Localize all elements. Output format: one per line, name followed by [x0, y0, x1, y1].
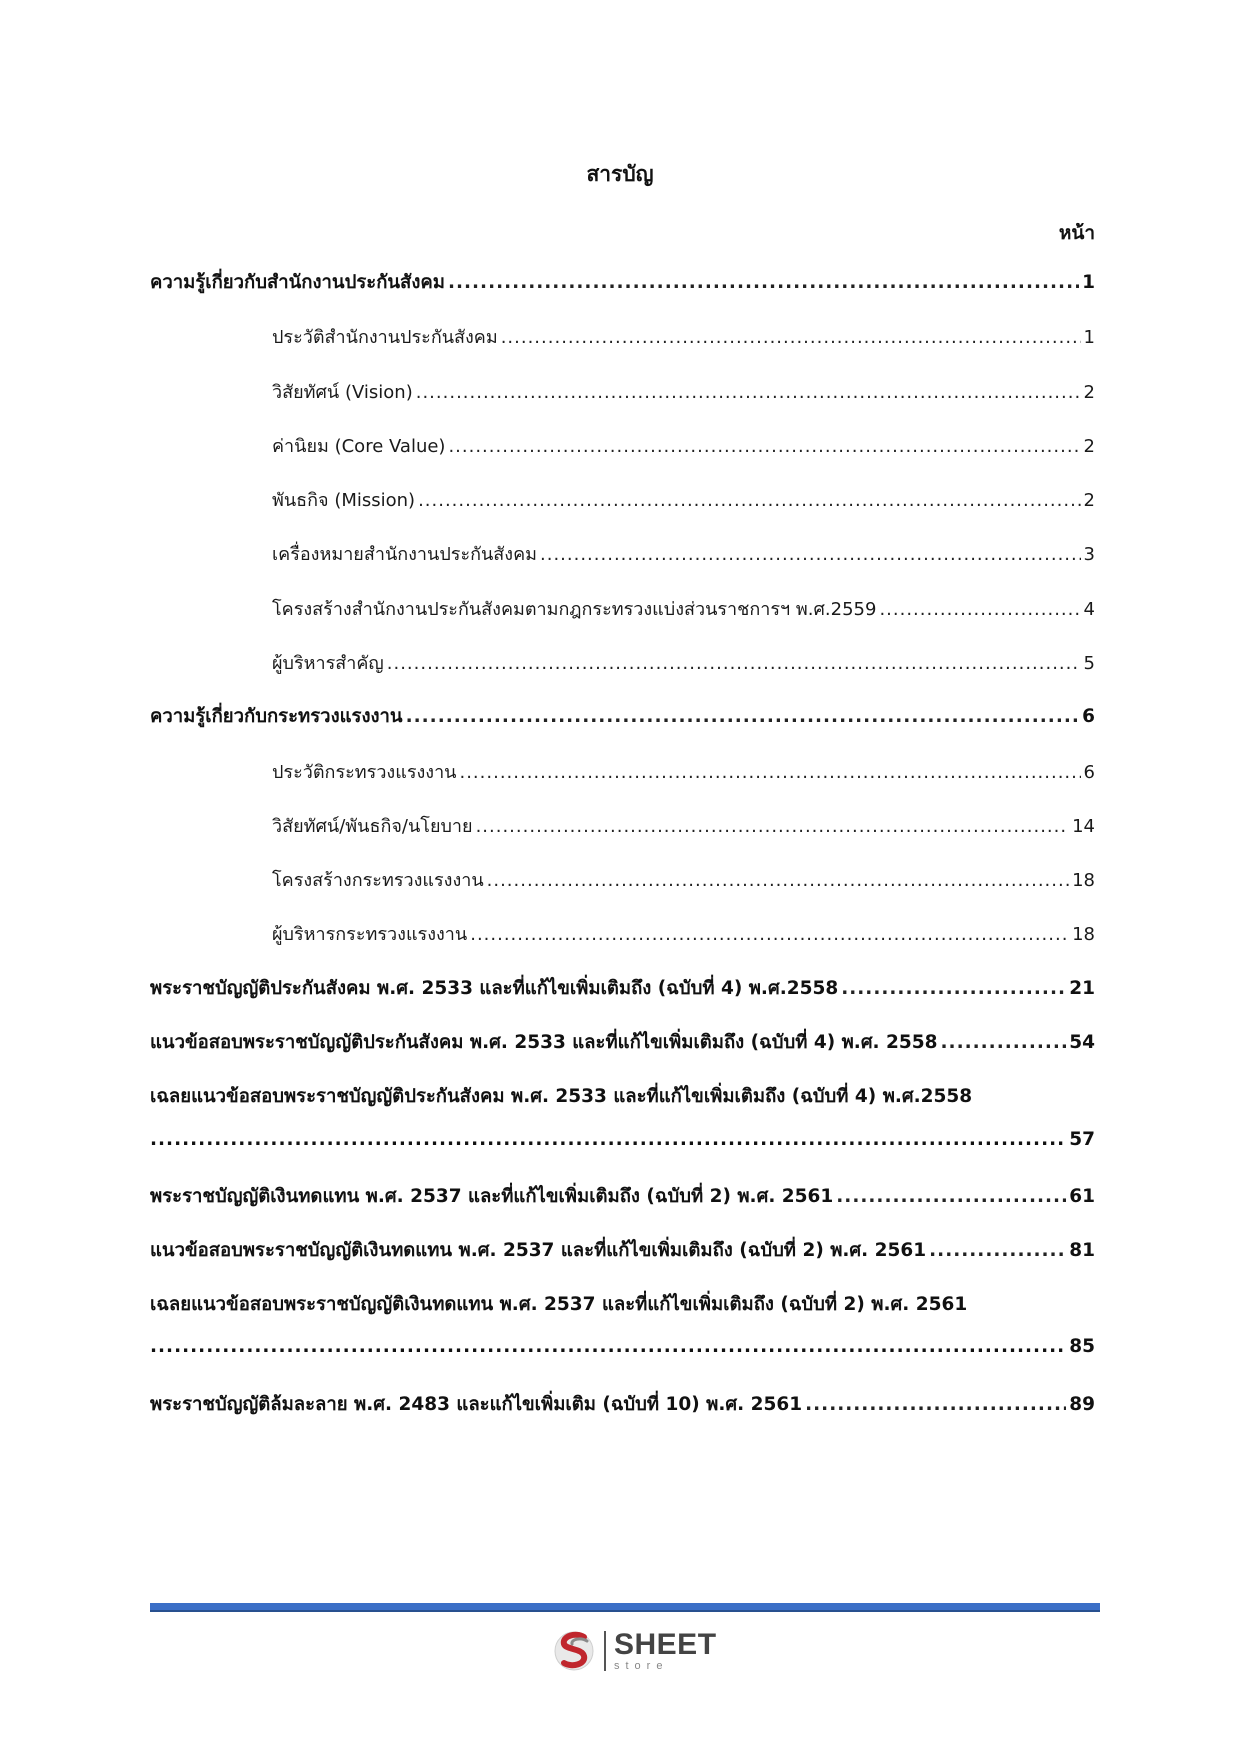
- dot-leader: [387, 653, 1081, 674]
- toc-entry-page: 61: [1069, 1186, 1095, 1207]
- toc-entry-page: 18: [1072, 870, 1095, 891]
- toc-entry-continuation[interactable]: [150, 1129, 1095, 1150]
- toc-entry-page: 89: [1069, 1394, 1095, 1415]
- toc-entry-page: 85: [1069, 1336, 1095, 1357]
- toc-entry[interactable]: [150, 268, 1095, 297]
- dot-leader: [941, 1032, 1067, 1053]
- toc-subentry[interactable]: [150, 431, 1095, 460]
- sheet-store-s-icon: [554, 1628, 598, 1674]
- dot-leader: [416, 382, 1081, 403]
- page-column-header: หน้า: [1058, 222, 1095, 244]
- toc-subentry[interactable]: [150, 322, 1095, 351]
- dot-leader: [805, 1394, 1066, 1415]
- dot-leader: [501, 327, 1081, 348]
- toc-subentry[interactable]: [150, 919, 1095, 948]
- toc-entry-page: 14: [1072, 816, 1095, 837]
- toc-subentry[interactable]: [150, 865, 1095, 894]
- toc-entry-label: พระราชบัญญัติล้มละลาย พ.ศ. 2483 และแก้ไขเพิ่มเติม (ฉบับที่ 10) พ.ศ. 2561: [150, 1394, 803, 1415]
- dot-leader: [929, 1240, 1066, 1261]
- toc-entry-label: พระราชบัญญัติเงินทดแทน พ.ศ. 2537 และที่แก้ไขเพิ่มเติมถึง (ฉบับที่ 2) พ.ศ. 2561: [150, 1186, 834, 1207]
- toc-entry-page: 3: [1083, 544, 1095, 565]
- toc-entry[interactable]: [150, 1182, 1095, 1211]
- dot-leader: [841, 978, 1066, 999]
- toc-entry-page: 2: [1083, 382, 1095, 403]
- toc-entry-label: ผู้บริหารกระทรวงแรงงาน: [272, 924, 468, 945]
- toc-entry-page: 54: [1069, 1032, 1095, 1053]
- toc-entry-page: 6: [1082, 706, 1095, 727]
- toc-entry-label: ความรู้เกี่ยวกับสำนักงานประกันสังคม: [150, 272, 445, 293]
- footer-rule: [150, 1603, 1100, 1612]
- toc-entry-label: ประวัติสำนักงานประกันสังคม: [272, 327, 498, 348]
- toc-entry-continuation[interactable]: [150, 1336, 1095, 1357]
- toc-entry-page: 1: [1082, 272, 1095, 293]
- toc-entry-label: วิสัยทัศน์ (Vision): [272, 382, 413, 403]
- toc-entry-label: โครงสร้างกระทรวงแรงงาน: [272, 870, 484, 891]
- dot-leader: [487, 870, 1069, 891]
- toc-subentry[interactable]: [150, 594, 1095, 623]
- toc-entry-label: ค่านิยม (Core Value): [272, 436, 446, 457]
- toc-entry-first-line[interactable]: [150, 1082, 1095, 1111]
- logo-word: SHEET: [614, 1628, 717, 1661]
- toc-subentry[interactable]: [150, 539, 1095, 568]
- logo-sub: store: [614, 1660, 669, 1672]
- toc-entry-label: ผู้บริหารสำคัญ: [272, 653, 384, 674]
- dot-leader: [540, 544, 1081, 565]
- toc-subentry[interactable]: [150, 648, 1095, 677]
- toc-entry-label: เฉลยแนวข้อสอบพระราชบัญญัติเงินทดแทน พ.ศ. 2537 และที่แก้ไขเพิ่มเติมถึง (ฉบับที่ 2) พ.ศ. 2561: [150, 1294, 968, 1315]
- toc-entry-label: เครื่องหมายสำนักงานประกันสังคม: [272, 544, 537, 565]
- toc-subentry[interactable]: [150, 485, 1095, 514]
- toc-entry-page: 18: [1072, 924, 1095, 945]
- dot-leader: [448, 436, 1080, 457]
- toc-entry-label: ความรู้เกี่ยวกับกระทรวงแรงงาน: [150, 706, 403, 727]
- toc-entry-label: วิสัยทัศน์/พันธกิจ/นโยบาย: [272, 816, 473, 837]
- dot-leader: [406, 706, 1080, 727]
- toc-entry-page: 4: [1083, 599, 1095, 620]
- logo-text: [614, 1630, 717, 1672]
- toc-subentry[interactable]: [150, 377, 1095, 406]
- toc-entry[interactable]: [150, 1390, 1095, 1419]
- dot-leader: [448, 272, 1079, 293]
- toc-entry-label: ประวัติกระทรวงแรงงาน: [272, 762, 457, 783]
- toc-entry-first-line[interactable]: [150, 1290, 1095, 1319]
- toc-entry[interactable]: [150, 702, 1095, 731]
- page-title: สารบัญ: [586, 162, 654, 186]
- toc-entry-page: 5: [1083, 653, 1095, 674]
- dot-leader: [836, 1186, 1066, 1207]
- toc-entry-label: โครงสร้างสำนักงานประกันสังคมตามกฎกระทรวงแบ่งส่วนราชการฯ พ.ศ.2559: [272, 599, 877, 620]
- toc-entry-page: 1: [1083, 327, 1095, 348]
- toc-entry-page: 21: [1069, 978, 1095, 999]
- toc-entry-label: พันธกิจ (Mission): [272, 490, 416, 511]
- toc-entry[interactable]: [150, 1028, 1095, 1057]
- toc-entry-label: พระราชบัญญัติประกันสังคม พ.ศ. 2533 และที่แก้ไขเพิ่มเติมถึง (ฉบับที่ 4) พ.ศ.2558: [150, 978, 839, 999]
- toc-entry-label: แนวข้อสอบพระราชบัญญัติเงินทดแทน พ.ศ. 2537 และที่แก้ไขเพิ่มเติมถึง (ฉบับที่ 2) พ.ศ. 2561: [150, 1240, 927, 1261]
- toc-entry-page: 2: [1083, 490, 1095, 511]
- dot-leader: [470, 924, 1069, 945]
- dot-leader: [879, 599, 1080, 620]
- toc-entry-label: แนวข้อสอบพระราชบัญญัติประกันสังคม พ.ศ. 2533 และที่แก้ไขเพิ่มเติมถึง (ฉบับที่ 4) พ.ศ. 2558: [150, 1032, 938, 1053]
- dot-leader: [150, 1129, 1067, 1150]
- toc-subentry[interactable]: [150, 757, 1095, 786]
- toc-entry-page: 2: [1083, 436, 1095, 457]
- logo-divider: [604, 1631, 606, 1671]
- toc-entry-page: 81: [1069, 1240, 1095, 1261]
- toc-entry-label: เฉลยแนวข้อสอบพระราชบัญญัติประกันสังคม พ.ศ. 2533 และที่แก้ไขเพิ่มเติมถึง (ฉบับที่ 4) พ.ศ.2558: [150, 1086, 973, 1107]
- dot-leader: [150, 1336, 1067, 1357]
- toc-entry-page: 57: [1069, 1129, 1095, 1150]
- toc-entry-page: 6: [1083, 762, 1095, 783]
- dot-leader: [418, 490, 1080, 511]
- toc-entry[interactable]: [150, 1236, 1095, 1265]
- dot-leader: [459, 762, 1080, 783]
- dot-leader: [476, 816, 1070, 837]
- footer-logo: [554, 1628, 717, 1674]
- toc-subentry[interactable]: [150, 811, 1095, 840]
- toc-entry[interactable]: [150, 974, 1095, 1003]
